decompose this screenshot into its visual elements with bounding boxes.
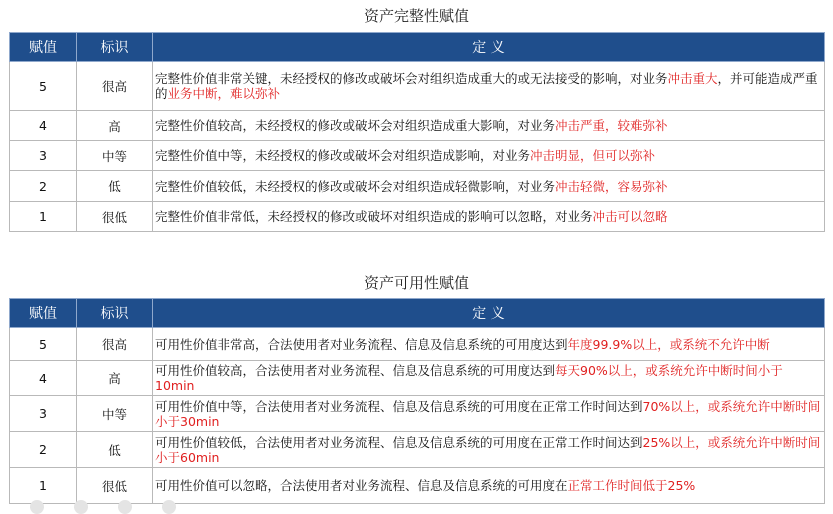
table-row	[10, 468, 825, 504]
nav-dot[interactable]	[162, 500, 176, 514]
row-label: 低	[77, 171, 153, 202]
definition-highlight: 70%以上，或系统允许中断时间小于30min	[155, 398, 821, 429]
nav-dot[interactable]	[30, 500, 44, 514]
row-definition	[153, 432, 825, 468]
header-definition: 定 义	[153, 33, 825, 62]
definition-text: 完整性价值中等，未经授权的修改或破坏会对组织造成影响，对业务	[155, 148, 531, 163]
row-definition	[153, 328, 825, 361]
header-label: 标识	[77, 33, 153, 62]
table-row	[10, 202, 825, 232]
row-value: 1	[10, 468, 77, 504]
row-definition	[153, 62, 825, 111]
table-row	[10, 396, 825, 432]
table-row	[10, 361, 825, 396]
definition-text: 完整性价值非常关键，未经授权的修改或破坏会对组织造成重大的或无法接受的影响，对业务	[155, 71, 668, 86]
availability-table	[9, 298, 825, 504]
row-label: 中等	[77, 141, 153, 171]
row-value: 4	[10, 361, 77, 396]
header-label: 标识	[77, 299, 153, 328]
row-value: 2	[10, 171, 77, 202]
table-row	[10, 62, 825, 111]
definition-highlight: 每天90%以上，或系统允许中断时间小于10min	[155, 363, 783, 393]
row-label: 很高	[77, 62, 153, 111]
row-definition	[153, 202, 825, 232]
row-label: 低	[77, 432, 153, 468]
table-row	[10, 141, 825, 171]
row-definition	[153, 468, 825, 504]
definition-text: 可用性价值中等，合法使用者对业务流程、信息及信息系统的可用度在正常工作时间达到	[155, 398, 643, 414]
row-definition	[153, 361, 825, 396]
definition-text: ，并可能造成严重的	[155, 71, 818, 101]
row-label: 中等	[77, 396, 153, 432]
header-value: 赋值	[10, 299, 77, 328]
definition-highlight: 业务中断，难以弥补	[167, 86, 281, 101]
definition-highlight: 冲击明显，但可以弥补	[530, 148, 656, 163]
definition-text: 可用性价值非常高，合法使用者对业务流程、信息及信息系统的可用度达到	[155, 336, 568, 352]
row-value: 3	[10, 141, 77, 171]
definition-highlight: 冲击重大	[667, 71, 718, 86]
definition-text: 可用性价值可以忽略，合法使用者对业务流程、信息及信息系统的可用度在	[155, 478, 568, 493]
row-value: 2	[10, 432, 77, 468]
integrity-table-title: 资产完整性赋值	[363, 7, 469, 25]
row-label: 很低	[77, 202, 153, 232]
row-label: 高	[77, 361, 153, 396]
header-value: 赋值	[10, 33, 77, 62]
table-row	[10, 111, 825, 141]
definition-highlight: 年度99.9%以上，或系统不允许中断	[567, 336, 770, 352]
definition-highlight: 25%以上，或系统允许中断时间小于60min	[155, 434, 821, 465]
definition-text: 完整性价值非常低，未经授权的修改或破坏对组织造成的影响可以忽略，对业务	[155, 209, 593, 224]
row-value: 4	[10, 111, 77, 141]
table-row	[10, 328, 825, 361]
row-value: 5	[10, 328, 77, 361]
table-row	[10, 432, 825, 468]
row-value: 3	[10, 396, 77, 432]
row-value: 1	[10, 202, 77, 232]
row-label: 很高	[77, 328, 153, 361]
nav-dot[interactable]	[118, 500, 132, 514]
table-row	[10, 171, 825, 202]
row-label: 很低	[77, 468, 153, 504]
row-label: 高	[77, 111, 153, 141]
definition-text: 完整性价值较低，未经授权的修改或破坏会对组织造成轻微影响，对业务	[155, 178, 556, 194]
row-definition	[153, 141, 825, 171]
definition-text: 可用性价值较低，合法使用者对业务流程、信息及信息系统的可用度在正常工作时间达到	[155, 434, 643, 450]
availability-table-title: 资产可用性赋值	[363, 274, 469, 292]
definition-text: 可用性价值较高，合法使用者对业务流程、信息及信息系统的可用度达到	[155, 363, 556, 378]
definition-highlight: 正常工作时间低于25%	[567, 478, 696, 493]
row-definition	[153, 171, 825, 202]
row-value: 5	[10, 62, 77, 111]
table-header-row	[10, 33, 825, 62]
integrity-table	[9, 32, 825, 232]
row-definition	[153, 396, 825, 432]
row-definition	[153, 111, 825, 141]
header-definition: 定 义	[153, 299, 825, 328]
table-header-row	[10, 299, 825, 328]
definition-highlight: 冲击可以忽略	[592, 209, 668, 224]
nav-dot[interactable]	[74, 500, 88, 514]
definition-highlight: 冲击轻微，容易弥补	[555, 178, 668, 194]
definition-highlight: 冲击严重，较难弥补	[555, 118, 668, 133]
definition-text: 完整性价值较高，未经授权的修改或破坏会对组织造成重大影响，对业务	[155, 118, 556, 133]
